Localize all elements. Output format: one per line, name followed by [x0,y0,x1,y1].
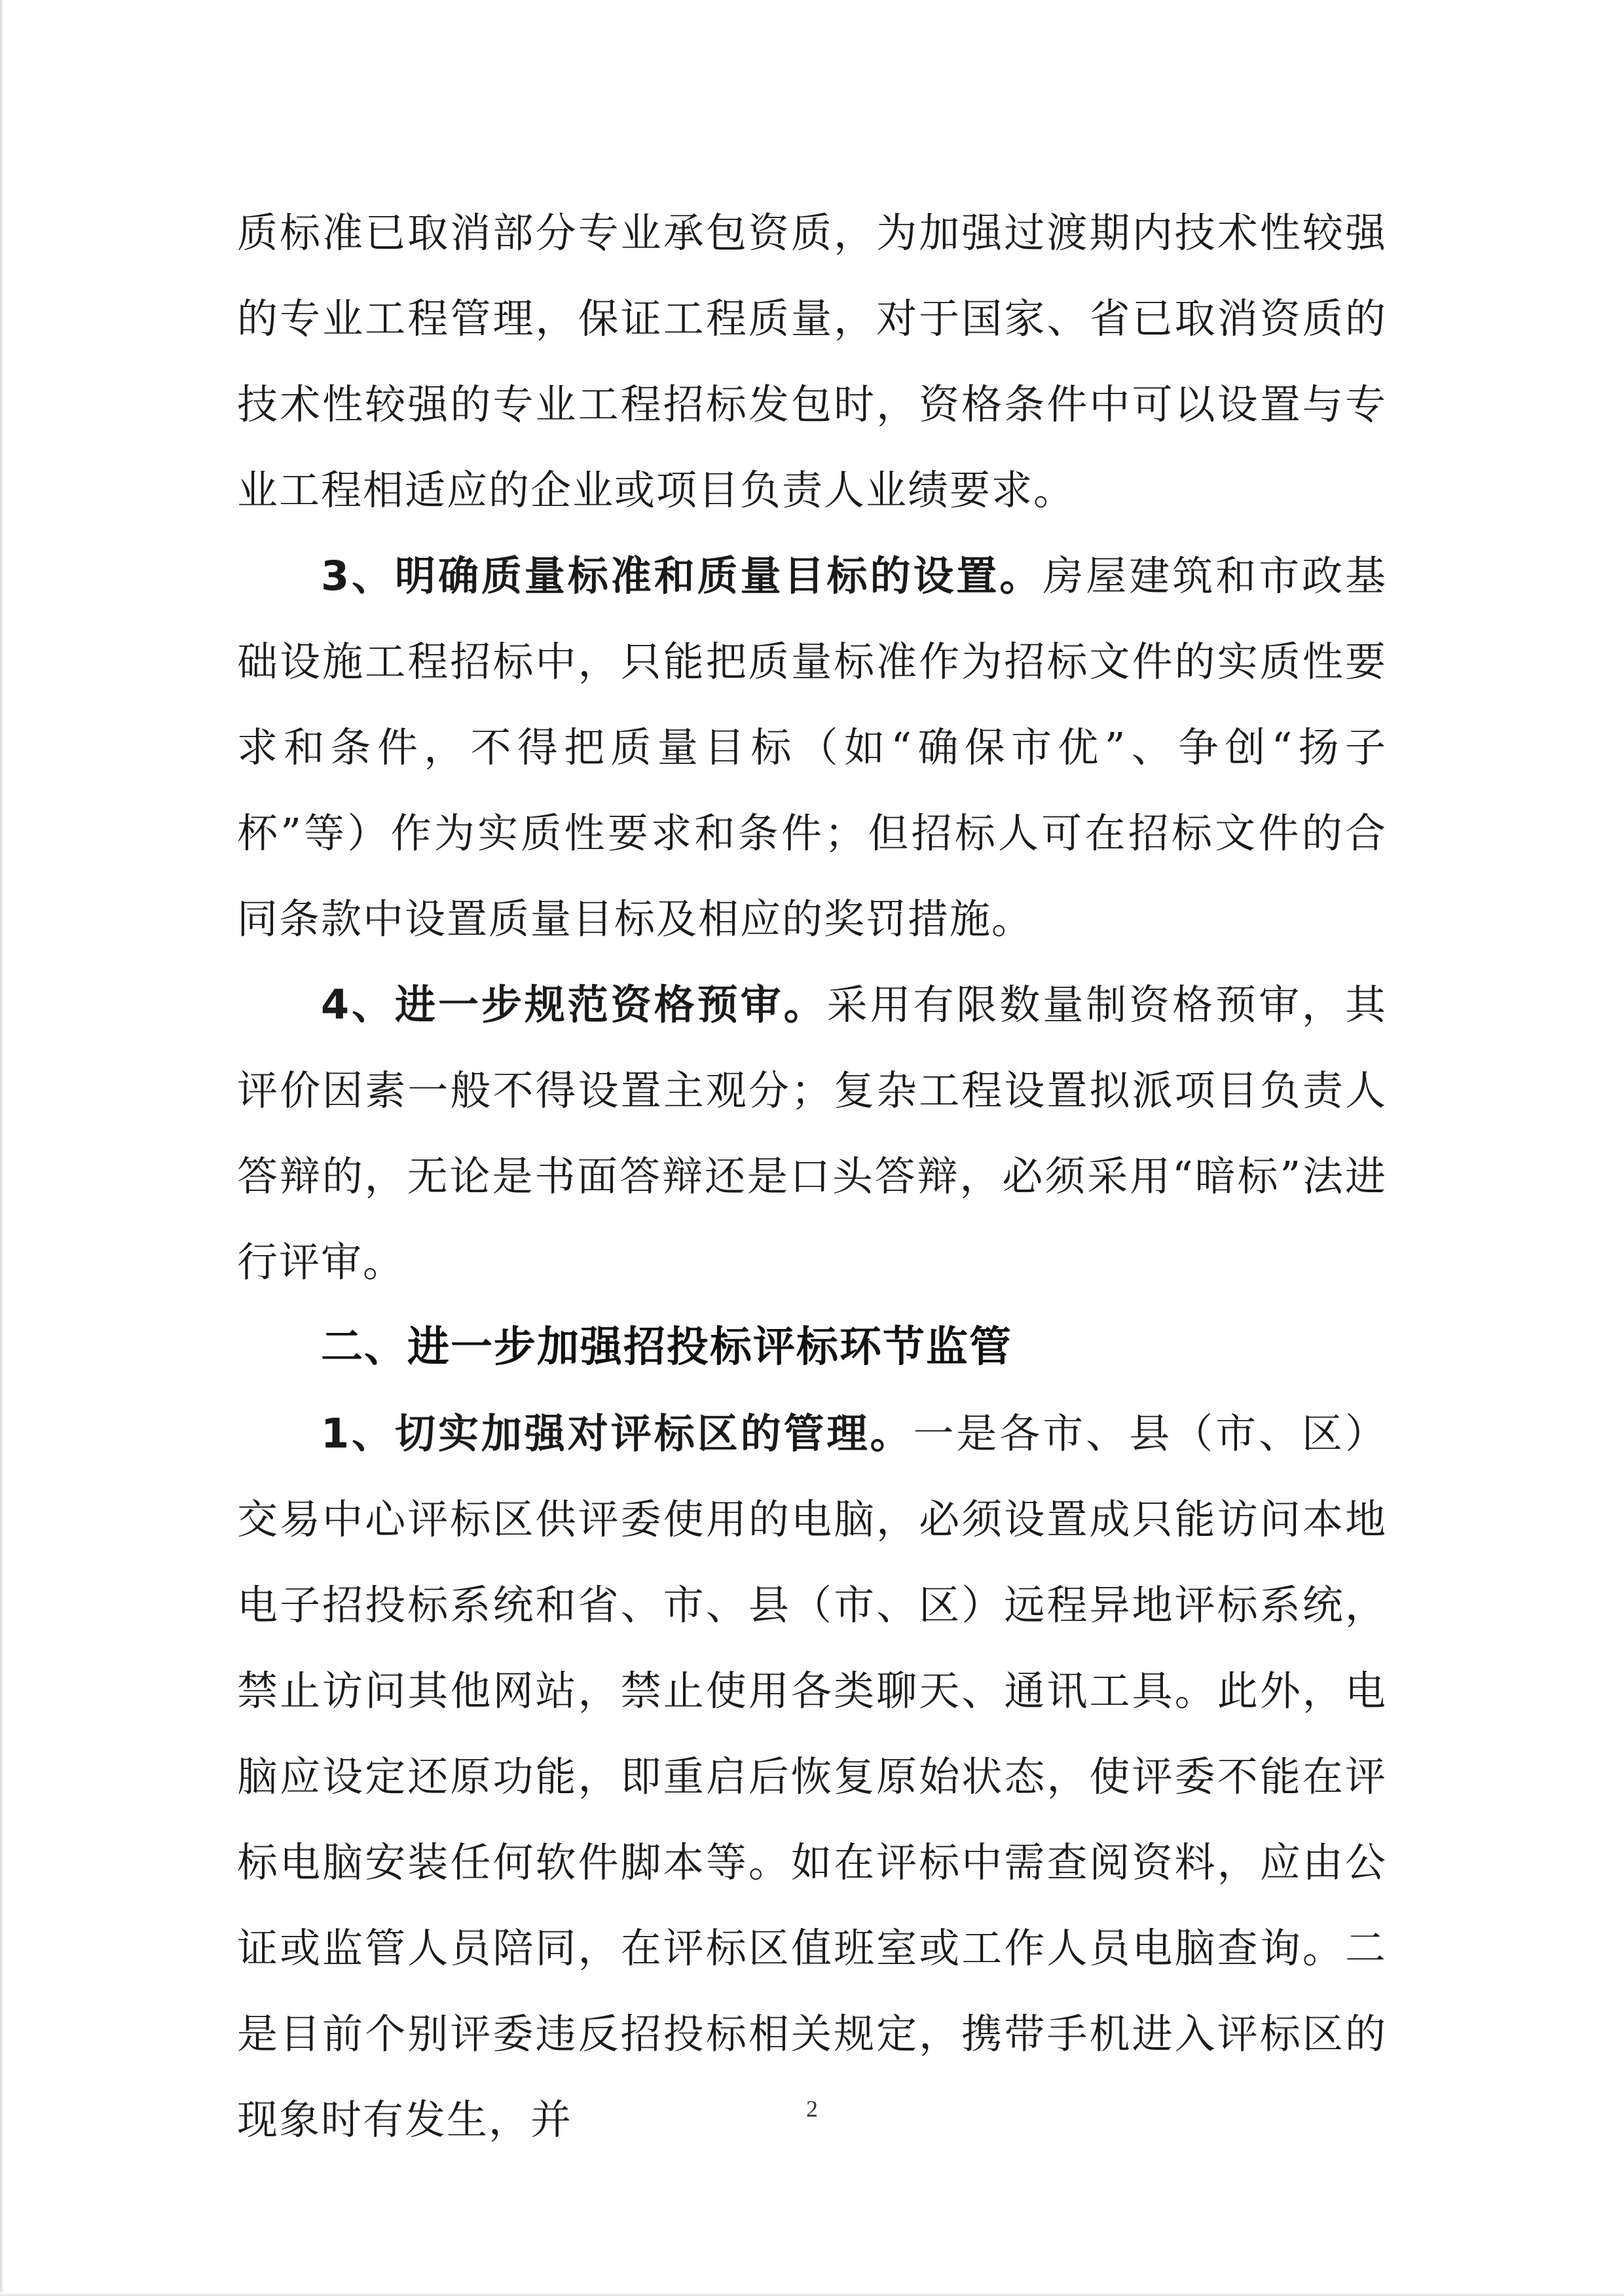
paragraph-prequalification [237,962,1387,1305]
section-heading: 二、进一步加强招投标评标环节监管 [321,1323,1012,1372]
paragraph-continuation-text: 质标准已取消部分专业承包资质，为加强过渡期内技术性较强的专业工程管理，保证工程质量，对于国家、省已取消资质的技术性较强的专业工程招标发包时，资格条件中可以设置与专业工程相适应的企业或项目负责人业绩要求。 [237,209,1387,514]
paragraph-evaluation-area [237,1391,1387,2162]
document-body [237,190,1387,2162]
paragraph-quality-standards-title: 3、明确质量标准和质量目标的设置。 [321,552,1043,600]
scan-edge-left [0,0,4,2296]
paragraph-quality-standards [237,533,1387,962]
paragraph-prequalification-title: 4、进一步规范资格预审。 [321,981,827,1029]
page-number: 2 [806,2096,818,2122]
paragraph-continuation [237,190,1387,533]
paragraph-prequalification-body: 采用有限数量制资格预审，其评价因素一般不得设置主观分；复杂工程设置拟派项目负责人答辩的，无论是书面答辩还是口头答辩，必须采用“暗标”法进行评审。 [237,981,1387,1286]
paragraph-evaluation-area-body: 一是各市、县（市、区）交易中心评标区供评委使用的电脑，必须设置成只能访问本地电子招投标系统和省、市、县（市、区）远程异地评标系统，禁止访问其他网站，禁止使用各类聊天、通讯工具。此外，电脑应设定还原功能，即重启后恢复原始状态，使评委不能在评标电脑安装任何软件脚本等。如在评标中需查阅资料，应由公证或监管人员陪同，在评标区值班室或工作人员电脑查询。二是目前个别评委违反招投标相关规定，携带手机进入评标区的现象时有发生，并 [237,1410,1387,2143]
scan-edge-bottom [0,2292,1624,2296]
paragraph-quality-standards-body: 房屋建筑和市政基础设施工程招标中，只能把质量标准作为招标文件的实质性要求和条件，不得把质量目标（如“确保市优”、争创“扬子杯”等）作为实质性要求和条件；但招标人可在招标文件的合同条款中设置质量目标及相应的奖罚措施。 [237,552,1387,943]
paragraph-evaluation-area-title: 1、切实加强对评标区的管理。 [321,1410,913,1457]
